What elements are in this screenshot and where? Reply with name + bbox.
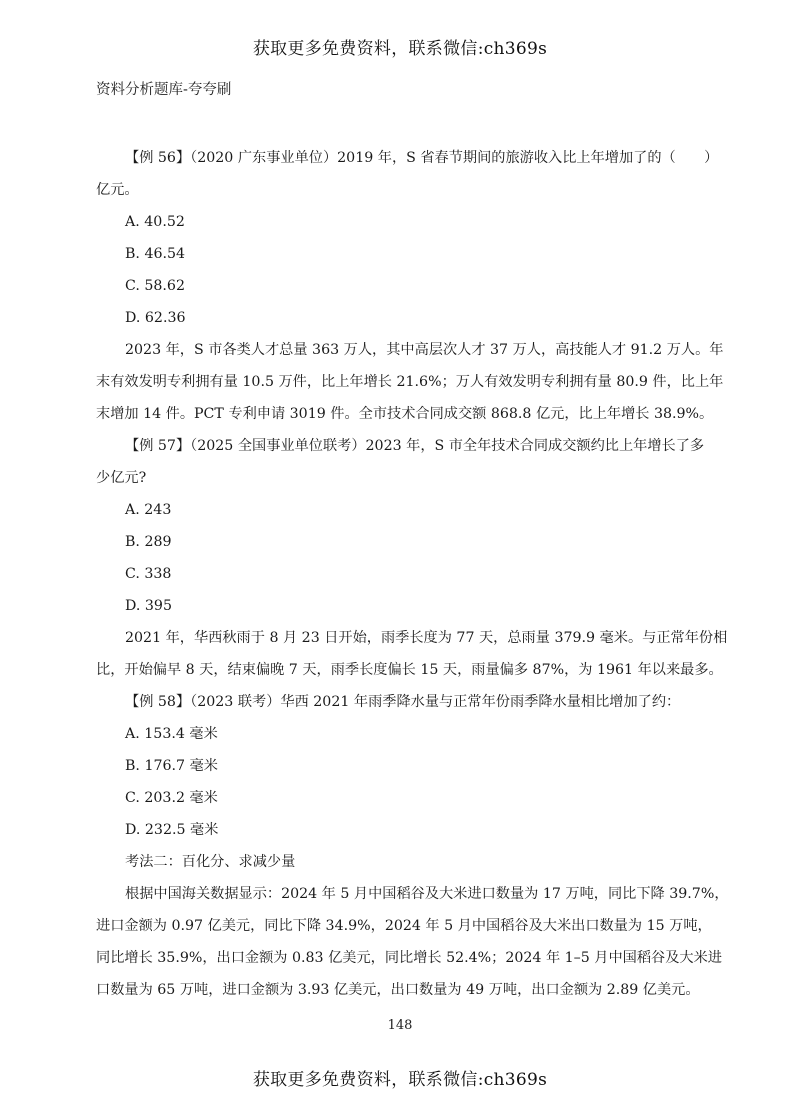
material-paragraph-line: 进口金额为 0.97 亿美元，同比下降 34.9%，2024 年 5 月中国稻谷及大米出口数量为 15 万吨， — [96, 918, 712, 934]
material-paragraph-line: 2021 年，华西秋雨于 8 月 23 日开始，雨季长度为 77 天，总雨量 379.9 毫米。与正常年份相 — [125, 630, 728, 646]
option-56-c: C. 58.62 — [125, 278, 185, 294]
option-58-a: A. 153.4 毫米 — [125, 726, 218, 742]
option-58-b: B. 176.7 毫米 — [125, 758, 218, 774]
question-56-stem: 【例 56】（2020 广东事业单位）2019 年，S 省春节期间的旅游收入比上年增加了的（ ） — [125, 150, 719, 166]
option-56-b: B. 46.54 — [125, 246, 186, 262]
material-paragraph-line: 2023 年，S 市各类人才总量 363 万人，其中高层次人才 37 万人，高技能人才 91.2 万人。年 — [125, 342, 724, 358]
option-56-d: D. 62.36 — [125, 310, 186, 326]
option-56-a: A. 40.52 — [125, 214, 185, 230]
option-57-c: C. 338 — [125, 566, 172, 582]
material-paragraph-line: 同比增长 35.9%，出口金额为 0.83 亿美元，同比增长 52.4%；2024 年 1–5 月中国稻谷及大米进 — [96, 950, 722, 966]
page-body — [96, 146, 729, 1010]
question-57-stem: 【例 57】（2025 全国事业单位联考）2023 年，S 市全年技术合同成交额约比上年增长了多 — [125, 438, 705, 454]
option-58-c: C. 203.2 毫米 — [125, 790, 218, 806]
section-heading: 考法二：百化分、求减少量 — [125, 854, 296, 870]
promo-banner-top: 获取更多免费资料，联系微信:ch369s — [252, 39, 548, 59]
page-number: 148 — [387, 1018, 413, 1033]
question-58-stem: 【例 58】（2023 联考）华西 2021 年雨季降水量与正常年份雨季降水量相比增加了约： — [125, 694, 681, 710]
material-paragraph-line: 根据中国海关数据显示：2024 年 5 月中国稻谷及大米进口数量为 17 万吨，同比下降 39.7%， — [125, 886, 729, 902]
option-57-a: A. 243 — [125, 502, 172, 518]
promo-banner-bottom: 获取更多免费资料，联系微信:ch369s — [252, 1070, 548, 1090]
option-57-d: D. 395 — [125, 598, 172, 614]
option-57-b: B. 289 — [125, 534, 172, 550]
question-57-stem-cont: 少亿元? — [96, 470, 147, 486]
material-paragraph-line: 比，开始偏早 8 天，结束偏晚 7 天，雨季长度偏长 15 天，雨量偏多 87%，为 1961 年以来最多。 — [96, 662, 723, 678]
material-paragraph-line: 末增加 14 件。PCT 专利申请 3019 件。全市技术合同成交额 868.8 亿元，比上年增长 38.9%。 — [96, 406, 714, 422]
question-56-stem-cont: 亿元。 — [96, 182, 139, 198]
option-58-d: D. 232.5 毫米 — [125, 822, 219, 838]
material-paragraph-line: 口数量为 65 万吨，进口金额为 3.93 亿美元，出口数量为 49 万吨，出口金额为 2.89 亿美元。 — [96, 982, 700, 998]
running-title: 资料分析题库-夸夸刷 — [96, 82, 232, 98]
material-paragraph-line: 末有效发明专利拥有量 10.5 万件，比上年增长 21.6%；万人有效发明专利拥有量 80.9 件，比上年 — [96, 374, 724, 390]
